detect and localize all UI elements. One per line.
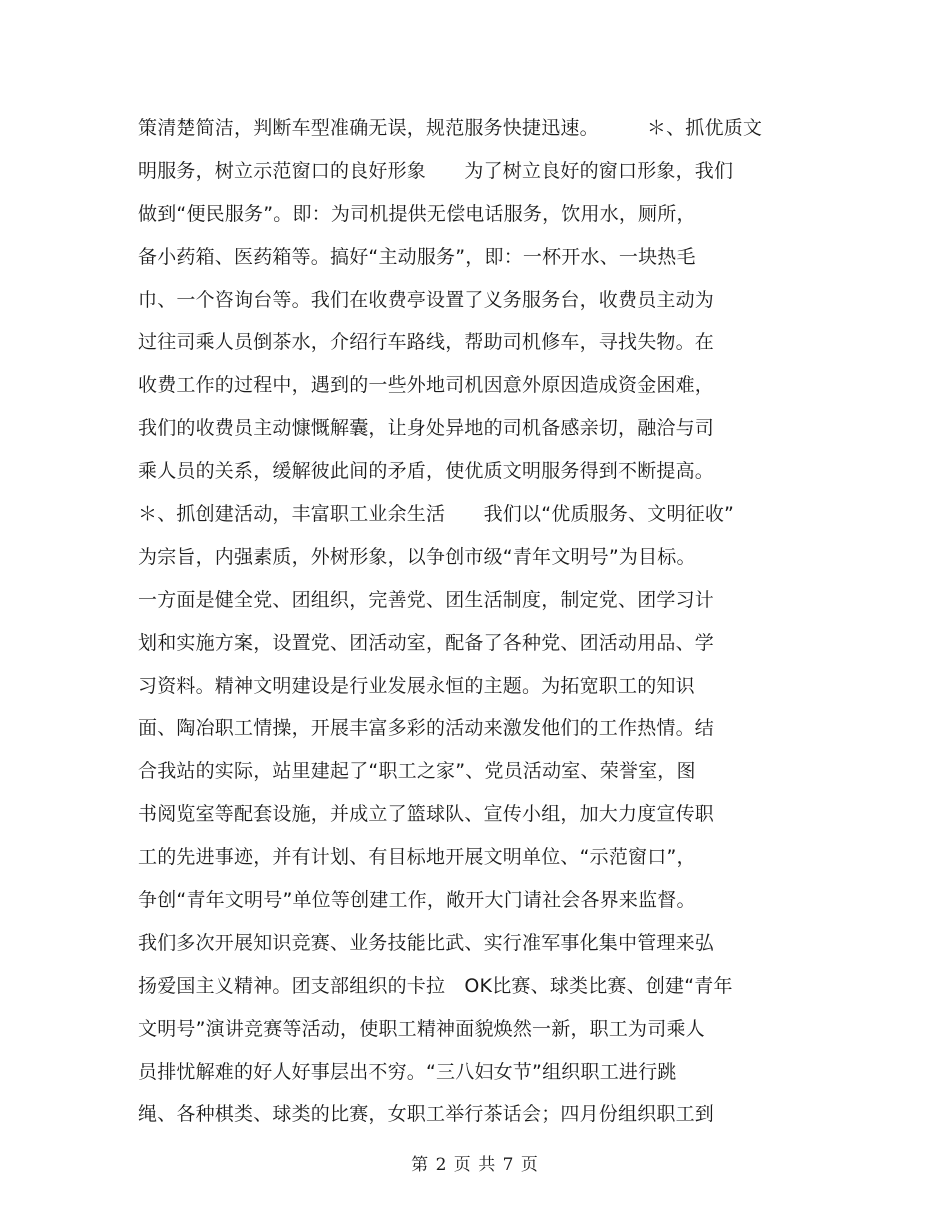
text-line: 巾、一个咨询台等。我们在收费亭设置了义务服务台，收费员主动为 — [138, 288, 715, 311]
text-line: 工的先进事迹，并有计划、有目标地开展文明单位、“示范窗口”， — [138, 846, 696, 869]
text-line: 划和实施方案，设置党、团活动室，配备了各种党、团活动用品、学 — [138, 631, 715, 654]
page-number-footer: 第 2 页 共 7 页 — [411, 1155, 539, 1175]
text-line: 员排忧解难的好人好事层出不穷。“三八妇女节”组织职工进行跳 — [138, 1060, 677, 1083]
text-line: 做到“便民服务”。即：为司机提供无偿电话服务，饮用水，厕所， — [138, 202, 696, 225]
text-line: 乘人员的关系，缓解彼此间的矛盾，使优质文明服务得到不断提高。 — [138, 460, 715, 483]
text-line: 过往司乘人员倒茶水，介绍行车路线，帮助司机修车，寻找失物。在 — [138, 331, 715, 354]
text-line: 备小药箱、医药箱等。搞好“主动服务”，即：一杯开水、一块热毛 — [138, 245, 696, 268]
text-line: 绳、各种棋类、球类的比赛，女职工举行茶话会；四月份组织职工到 — [138, 1103, 715, 1126]
text-line: 为宗旨，内强素质，外树形象，以争创市级“青年文明号”为目标。 — [138, 545, 696, 568]
text-line: 面、陶冶职工情操，开展丰富多彩的活动来激发他们的工作热情。结 — [138, 717, 715, 740]
text-line: 文明号”演讲竞赛等活动，使职工精神面貌焕然一新，职工为司乘人 — [138, 1017, 705, 1040]
text-line: 我们多次开展知识竞赛、业务技能比武、实行准军事化集中管理来弘 — [138, 931, 715, 954]
text-line: 争创“青年文明号”单位等创建工作，敞开大门请社会各界来监督。 — [138, 889, 696, 912]
text-line: ＊、抓创建活动，丰富职工业余生活 我们以“优质服务、文明征收” — [138, 503, 735, 526]
text-line: 书阅览室等配套设施，并成立了篮球队、宣传小组，加大力度宣传职 — [138, 803, 715, 826]
text-line: 收费工作的过程中，遇到的一些外地司机因意外原因造成资金困难， — [138, 374, 715, 397]
text-line: 明服务，树立示范窗口的良好形象 为了树立良好的窗口形象，我们 — [138, 159, 734, 182]
text-line: 习资料。精神文明建设是行业发展永恒的主题。为拓宽职工的知识 — [138, 674, 695, 697]
text-line: 扬爱国主义精神。团支部组织的卡拉 OK比赛、球类比赛、创建“青年 — [138, 974, 733, 997]
text-line: 策清楚简洁，判断车型准确无误，规范服务快捷迅速。 ＊、抓优质文 — [138, 117, 763, 139]
text-line: 一方面是健全党、团组织，完善党、团生活制度，制定党、团学习计 — [138, 588, 715, 611]
text-line: 我们的收费员主动慷慨解囊，让身处异地的司机备感亲切，融洽与司 — [138, 417, 715, 440]
body-text — [138, 112, 818, 1141]
text-line: 合我站的实际，站里建起了“职工之家”、党员活动室、荣誉室，图 — [138, 760, 696, 783]
